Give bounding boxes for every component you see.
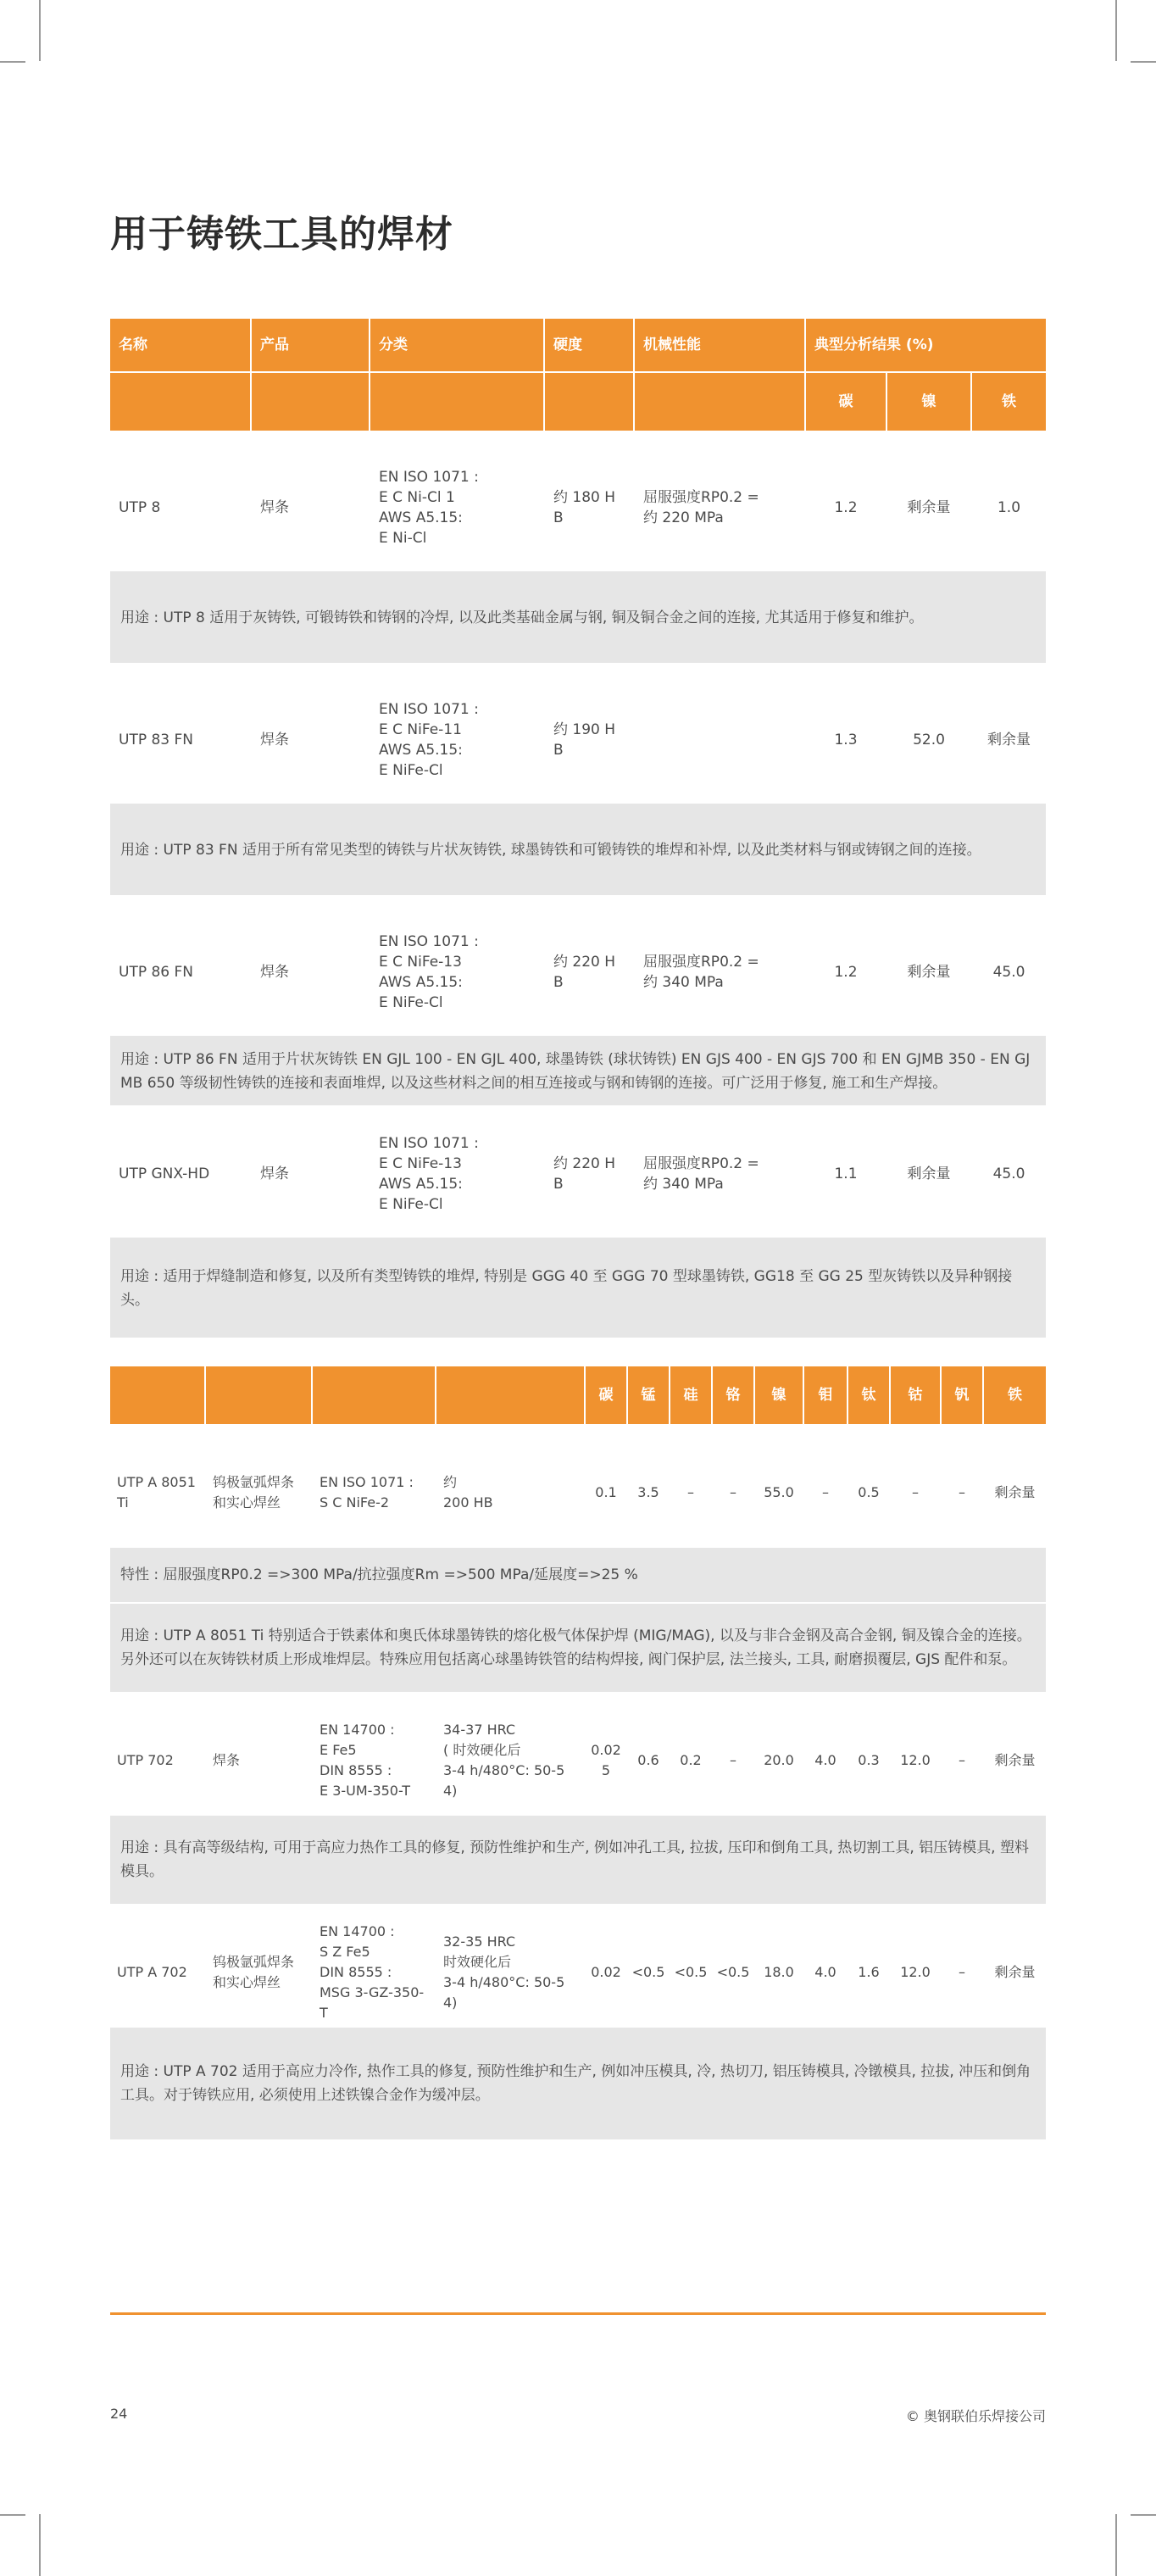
value-mn: 0.6 xyxy=(627,1705,670,1816)
header-chromium: 铬 xyxy=(712,1366,754,1424)
product-type: 焊条 xyxy=(251,444,370,572)
usage-note: 用途 : 适用于焊缝制造和修复, 以及所有类型铸铁的堆焊, 特别是 GGG 40 至 GGG 70 型球墨铸铁, GG18 至 GG 25 型灰铸铁以及异种钢接头。 xyxy=(110,1238,1046,1338)
value-c: 0.02 xyxy=(585,1917,627,2028)
value-mn: <0.5 xyxy=(627,1917,670,2028)
table1-subheader-row xyxy=(110,372,1046,431)
value-co: – xyxy=(890,1438,941,1548)
usage-note-row xyxy=(110,572,1046,663)
consumables-table-2 xyxy=(110,1366,1046,2139)
usage-note-row xyxy=(110,1037,1046,1105)
nickel-value: 52.0 xyxy=(886,676,971,804)
value-v: – xyxy=(941,1917,983,2028)
header-vanadium: 钒 xyxy=(941,1366,983,1424)
value-ti: 0.3 xyxy=(848,1705,890,1816)
copyright-text: © 奥钢联伯乐焊接公司 xyxy=(905,2408,1046,2424)
value-ti: 1.6 xyxy=(848,1917,890,2028)
usage-note: 用途 : UTP 8 适用于灰铸铁, 可锻铸铁和铸钢的冷焊, 以及此类基础金属与钢, 铜及铜合金之间的连接, 尤其适用于修复和维护。 xyxy=(110,572,1046,663)
value-c: 0.1 xyxy=(585,1438,627,1548)
value-mo: 4.0 xyxy=(803,1705,848,1816)
header-manganese: 锰 xyxy=(627,1366,670,1424)
mechanical-properties: 屈服强度RP0.2 = 约 220 MPa xyxy=(634,444,805,572)
header-product: 产品 xyxy=(251,319,370,372)
table-row xyxy=(110,444,1046,572)
mechanical-properties: 屈服强度RP0.2 = 约 340 MPa xyxy=(634,1110,805,1238)
hardness: 约 200 HB xyxy=(436,1438,585,1548)
hardness: 约 220 HB xyxy=(544,909,634,1037)
product-name: UTP GNX-HD xyxy=(110,1110,251,1238)
header-cobalt: 钴 xyxy=(890,1366,941,1424)
usage-note: 用途 : UTP A 702 适用于高应力冷作, 热作工具的修复, 预防性维护和生产, 例如冲压模具, 冷, 热切刀, 铝压铸模具, 冷镦模具, 拉拔, 冲压和倒角工具。对于铸铁应用, 必须使用上述铁镍合金作为缓冲层。 xyxy=(110,2028,1046,2139)
header-analysis: 典型分析结果 (%) xyxy=(805,319,1046,372)
page-title: 用于铸铁工具的焊材 xyxy=(110,213,453,256)
carbon-value: 1.3 xyxy=(805,676,886,804)
product-type: 焊条 xyxy=(251,1110,370,1238)
crop-mark-top-left-v xyxy=(39,0,41,61)
hardness: 34-37 HRC ( 时效硬化后 3-4 h/480°C: 50-54) xyxy=(436,1705,585,1816)
value-cr: <0.5 xyxy=(712,1917,754,2028)
classification: EN ISO 1071 : E C Ni-Cl 1 AWS A5.15: E Ni-Cl xyxy=(370,444,544,572)
crop-mark-bottom-left-h xyxy=(0,2514,25,2516)
table-row xyxy=(110,1917,1046,2028)
table-row xyxy=(110,1438,1046,1548)
value-mo: – xyxy=(803,1438,848,1548)
value-si: 0.2 xyxy=(670,1705,712,1816)
iron-value: 45.0 xyxy=(971,909,1046,1037)
value-ni: 20.0 xyxy=(754,1705,803,1816)
iron-value: 1.0 xyxy=(971,444,1046,572)
usage-note-row xyxy=(110,1603,1046,1692)
page-number: 24 xyxy=(110,2406,128,2422)
header-carbon: 碳 xyxy=(585,1366,627,1424)
value-ni: 55.0 xyxy=(754,1438,803,1548)
value-ti: 0.5 xyxy=(848,1438,890,1548)
value-c: 0.025 xyxy=(585,1705,627,1816)
header-classification: 分类 xyxy=(370,319,544,372)
header-silicon: 硅 xyxy=(670,1366,712,1424)
classification: EN 14700 : S Z Fe5 DIN 8555 : MSG 3-GZ-350-T xyxy=(312,1917,436,2028)
usage-note: 用途 : UTP A 8051 Ti 特别适合于铁素体和奥氏体球墨铸铁的熔化极气体保护焊 (MIG/MAG), 以及与非合金钢及高合金钢, 铜及镍合金的连接。另外还可以在灰铸铁材质上形成堆焊层。特殊应用包括离心球墨铸铁管的结构焊接, 阀门保护层, 法兰接头, 工具, 耐磨损覆层, GJS 配件和泵。 xyxy=(110,1603,1046,1692)
usage-note: 用途 : UTP 86 FN 适用于片状灰铸铁 EN GJL 100 - EN GJL 400, 球墨铸铁 (球状铸铁) EN GJS 400 - EN GJS 700 和 EN GJMB 350 - EN GJMB 650 等级韧性铸铁的连接和表面堆焊, 以及这些材料之间的相互连接或与钢和铸钢的连接。可广泛用于修复, 施工和生产焊接。 xyxy=(110,1037,1046,1105)
product-type: 钨极氩弧焊条 和实心焊丝 xyxy=(205,1438,312,1548)
product-name: UTP 702 xyxy=(110,1705,205,1816)
crop-mark-bottom-right-h xyxy=(1131,2514,1156,2516)
nickel-value: 剩余量 xyxy=(886,444,971,572)
header-molybdenum: 钼 xyxy=(803,1366,848,1424)
product-name: UTP 83 FN xyxy=(110,676,251,804)
subheader-nickel: 镍 xyxy=(886,372,971,431)
carbon-value: 1.2 xyxy=(805,444,886,572)
usage-note: 用途 : 具有高等级结构, 可用于高应力热作工具的修复, 预防性维护和生产, 例如冲孔工具, 拉拔, 压印和倒角工具, 热切割工具, 铝压铸模具, 塑料模具。 xyxy=(110,1816,1046,1904)
value-co: 12.0 xyxy=(890,1705,941,1816)
usage-note-row xyxy=(110,1238,1046,1338)
header-nickel: 镍 xyxy=(754,1366,803,1424)
table-row xyxy=(110,1110,1046,1238)
mechanical-properties: 屈服强度RP0.2 = 约 340 MPa xyxy=(634,909,805,1037)
hardness: 约 190 HB xyxy=(544,676,634,804)
value-fe: 剩余量 xyxy=(983,1438,1046,1548)
value-mo: 4.0 xyxy=(803,1917,848,2028)
value-ni: 18.0 xyxy=(754,1917,803,2028)
value-v: – xyxy=(941,1705,983,1816)
product-name: UTP 8 xyxy=(110,444,251,572)
table-row xyxy=(110,909,1046,1037)
usage-note-row xyxy=(110,1816,1046,1904)
property-note: 特性 : 屈服强度RP0.2 =>300 MPa/抗拉强度Rm =>500 MPa/延展度=>25 % xyxy=(110,1548,1046,1603)
nickel-value: 剩余量 xyxy=(886,1110,971,1238)
classification: EN ISO 1071 : E C NiFe-13 AWS A5.15: E NiFe-Cl xyxy=(370,1110,544,1238)
nickel-value: 剩余量 xyxy=(886,909,971,1037)
header-name: 名称 xyxy=(110,319,251,372)
mechanical-properties xyxy=(634,676,805,804)
consumables-table-1 xyxy=(110,319,1046,1338)
crop-mark-top-right-h xyxy=(1131,61,1156,63)
value-fe: 剩余量 xyxy=(983,1917,1046,2028)
value-si: <0.5 xyxy=(670,1917,712,2028)
product-type: 钨极氩弧焊条 和实心焊丝 xyxy=(205,1917,312,2028)
property-note-row xyxy=(110,1548,1046,1603)
hardness: 32-35 HRC 时效硬化后 3-4 h/480°C: 50-54) xyxy=(436,1917,585,2028)
product-type: 焊条 xyxy=(251,909,370,1037)
classification: EN ISO 1071 : E C NiFe-13 AWS A5.15: E NiFe-Cl xyxy=(370,909,544,1037)
classification: EN ISO 1071 : S C NiFe-2 xyxy=(312,1438,436,1548)
product-name: UTP 86 FN xyxy=(110,909,251,1037)
value-cr: – xyxy=(712,1705,754,1816)
product-type: 焊条 xyxy=(205,1705,312,1816)
crop-mark-top-right-v xyxy=(1115,0,1117,61)
value-fe: 剩余量 xyxy=(983,1705,1046,1816)
table1-header-row xyxy=(110,319,1046,372)
carbon-value: 1.2 xyxy=(805,909,886,1037)
hardness: 约 180 HB xyxy=(544,444,634,572)
subheader-carbon: 碳 xyxy=(805,372,886,431)
table-row xyxy=(110,676,1046,804)
crop-mark-bottom-right-v xyxy=(1115,2514,1117,2576)
value-v: – xyxy=(941,1438,983,1548)
usage-note: 用途 : UTP 83 FN 适用于所有常见类型的铸铁与片状灰铸铁, 球墨铸铁和可锻铸铁的堆焊和补焊, 以及此类材料与钢或铸钢之间的连接。 xyxy=(110,804,1046,895)
header-iron: 铁 xyxy=(983,1366,1046,1424)
crop-mark-top-left-h xyxy=(0,61,25,63)
table-row xyxy=(110,1705,1046,1816)
classification: EN ISO 1071 : E C NiFe-11 AWS A5.15: E NiFe-Cl xyxy=(370,676,544,804)
table2-header-row xyxy=(110,1366,1046,1424)
value-mn: 3.5 xyxy=(627,1438,670,1548)
product-name: UTP A 8051 Ti xyxy=(110,1438,205,1548)
hardness: 约 220 HB xyxy=(544,1110,634,1238)
value-cr: – xyxy=(712,1438,754,1548)
classification: EN 14700 : E Fe5 DIN 8555 : E 3-UM-350-T xyxy=(312,1705,436,1816)
header-mechanical: 机械性能 xyxy=(634,319,805,372)
iron-value: 剩余量 xyxy=(971,676,1046,804)
crop-mark-bottom-left-v xyxy=(39,2514,41,2576)
value-co: 12.0 xyxy=(890,1917,941,2028)
product-type: 焊条 xyxy=(251,676,370,804)
header-titanium: 钛 xyxy=(848,1366,890,1424)
usage-note-row xyxy=(110,2028,1046,2139)
carbon-value: 1.1 xyxy=(805,1110,886,1238)
footer-divider xyxy=(110,2312,1046,2315)
subheader-iron: 铁 xyxy=(971,372,1046,431)
value-si: – xyxy=(670,1438,712,1548)
usage-note-row xyxy=(110,804,1046,895)
header-hardness: 硬度 xyxy=(544,319,634,372)
iron-value: 45.0 xyxy=(971,1110,1046,1238)
product-name: UTP A 702 xyxy=(110,1917,205,2028)
